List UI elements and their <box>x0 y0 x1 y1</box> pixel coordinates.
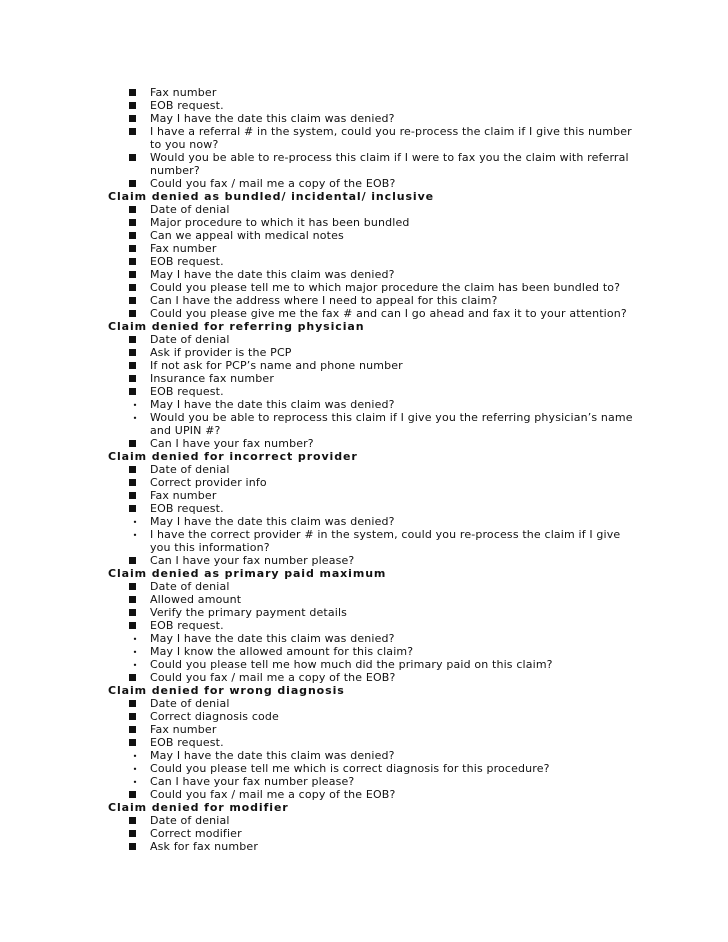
list-item-text: Fax number <box>150 242 217 255</box>
list-item-text: Major procedure to which it has been bundled <box>150 216 410 229</box>
square-bullet-icon <box>129 596 136 603</box>
list-item-text: Correct modifier <box>150 827 242 840</box>
list-item <box>108 86 708 99</box>
list-item-text: Can I have your fax number please? <box>150 775 355 788</box>
list-item <box>108 112 708 125</box>
list-item <box>108 814 708 827</box>
list-item-text: to you now? <box>150 138 219 151</box>
list-item-continuation <box>108 138 708 151</box>
section-heading: Claim denied as bundled/ incidental/ inclusive <box>108 190 435 203</box>
list-item <box>108 554 708 567</box>
section-heading: Claim denied for wrong diagnosis <box>108 684 345 697</box>
square-bullet-icon <box>129 362 136 369</box>
list-item-text: EOB request. <box>150 385 224 398</box>
list-item <box>108 177 708 190</box>
list-item-text: I have a referral # in the system, could you re-process the claim if I give this number <box>150 125 632 138</box>
list-item <box>108 840 708 853</box>
list-item <box>108 125 708 138</box>
list-item <box>108 203 708 216</box>
dot-bullet-icon: • <box>132 661 138 670</box>
dot-bullet-icon: • <box>132 531 138 540</box>
list-item-text: Could you please tell me which is correct diagnosis for this procedure? <box>150 762 550 775</box>
square-bullet-icon <box>129 609 136 616</box>
square-bullet-icon <box>129 271 136 278</box>
square-bullet-icon <box>129 479 136 486</box>
list-item-text: Insurance fax number <box>150 372 275 385</box>
list-item-text: Fax number <box>150 723 217 736</box>
square-bullet-icon <box>129 583 136 590</box>
list-item-text: Fax number <box>150 489 217 502</box>
list-item <box>108 827 708 840</box>
list-item <box>108 593 708 606</box>
square-bullet-icon <box>129 115 136 122</box>
list-item-text: Date of denial <box>150 333 230 346</box>
list-item-text: Can I have the address where I need to appeal for this claim? <box>150 294 498 307</box>
square-bullet-icon <box>129 440 136 447</box>
list-item-text: May I have the date this claim was denied? <box>150 268 395 281</box>
dot-bullet-icon: • <box>132 778 138 787</box>
list-item <box>108 697 708 710</box>
dot-bullet-icon: • <box>132 414 138 423</box>
list-item-text: Can I have your fax number? <box>150 437 314 450</box>
dot-bullet-icon: • <box>132 648 138 657</box>
list-item <box>108 333 708 346</box>
square-bullet-icon <box>129 310 136 317</box>
list-item-text: If not ask for PCP’s name and phone number <box>150 359 403 372</box>
list-item <box>108 411 708 424</box>
list-item-text: May I have the date this claim was denied? <box>150 112 395 125</box>
list-item-text: Date of denial <box>150 697 230 710</box>
square-bullet-icon <box>129 791 136 798</box>
list-item-text: and UPIN #? <box>150 424 221 437</box>
square-bullet-icon <box>129 674 136 681</box>
list-item-text: Ask for fax number <box>150 840 258 853</box>
list-item-text: Correct provider info <box>150 476 267 489</box>
list-item <box>108 307 708 320</box>
list-item <box>108 294 708 307</box>
list-item <box>108 619 708 632</box>
square-bullet-icon <box>129 180 136 187</box>
section-heading: Claim denied for modifier <box>108 801 289 814</box>
list-item <box>108 437 708 450</box>
list-item <box>108 658 708 671</box>
list-item-text: May I have the date this claim was denied? <box>150 398 395 411</box>
list-item <box>108 749 708 762</box>
list-item <box>108 268 708 281</box>
square-bullet-icon <box>129 622 136 629</box>
list-item <box>108 385 708 398</box>
dot-bullet-icon: • <box>132 518 138 527</box>
list-item-text: May I have the date this claim was denied? <box>150 515 395 528</box>
list-item-text: Date of denial <box>150 814 230 827</box>
list-item <box>108 255 708 268</box>
list-item-text: Fax number <box>150 86 217 99</box>
list-item <box>108 346 708 359</box>
list-item-text: Verify the primary payment details <box>150 606 348 619</box>
list-item-text: Can I have your fax number please? <box>150 554 355 567</box>
list-item-text: Correct diagnosis code <box>150 710 279 723</box>
square-bullet-icon <box>129 466 136 473</box>
list-item-text: Could you please tell me to which major procedure the claim has been bundled to? <box>150 281 621 294</box>
list-item <box>108 528 708 541</box>
list-item-text: Date of denial <box>150 203 230 216</box>
square-bullet-icon <box>129 726 136 733</box>
square-bullet-icon <box>129 817 136 824</box>
list-item-continuation <box>108 424 708 437</box>
list-item-text: EOB request. <box>150 502 224 515</box>
square-bullet-icon <box>129 258 136 265</box>
square-bullet-icon <box>129 128 136 135</box>
square-bullet-icon <box>129 349 136 356</box>
list-item-text: Could you fax / mail me a copy of the EOB? <box>150 671 396 684</box>
list-item <box>108 242 708 255</box>
list-item <box>108 515 708 528</box>
list-item-text: May I know the allowed amount for this claim? <box>150 645 414 658</box>
list-item-text: Date of denial <box>150 580 230 593</box>
document-body <box>108 86 708 853</box>
square-bullet-icon <box>129 89 136 96</box>
list-item <box>108 229 708 242</box>
list-item <box>108 632 708 645</box>
list-item-text: Could you fax / mail me a copy of the EOB? <box>150 177 396 190</box>
section-heading: Claim denied for incorrect provider <box>108 450 358 463</box>
list-item-text: I have the correct provider # in the system, could you re-process the claim if I give <box>150 528 621 541</box>
square-bullet-icon <box>129 700 136 707</box>
list-item <box>108 723 708 736</box>
dot-bullet-icon: • <box>132 401 138 410</box>
square-bullet-icon <box>129 245 136 252</box>
dot-bullet-icon: • <box>132 635 138 644</box>
list-item <box>108 710 708 723</box>
list-item <box>108 788 708 801</box>
section-heading: Claim denied for referring physician <box>108 320 365 333</box>
square-bullet-icon <box>129 843 136 850</box>
square-bullet-icon <box>129 154 136 161</box>
square-bullet-icon <box>129 505 136 512</box>
dot-bullet-icon: • <box>132 752 138 761</box>
list-item <box>108 216 708 229</box>
square-bullet-icon <box>129 102 136 109</box>
square-bullet-icon <box>129 492 136 499</box>
square-bullet-icon <box>129 206 136 213</box>
list-item <box>108 359 708 372</box>
list-item-continuation <box>108 164 708 177</box>
list-item-text: you this information? <box>150 541 270 554</box>
list-item <box>108 502 708 515</box>
list-item <box>108 775 708 788</box>
list-item <box>108 372 708 385</box>
list-item <box>108 398 708 411</box>
list-item <box>108 151 708 164</box>
square-bullet-icon <box>129 336 136 343</box>
list-item <box>108 736 708 749</box>
list-item <box>108 476 708 489</box>
list-item-text: May I have the date this claim was denied? <box>150 632 395 645</box>
list-item-text: Ask if provider is the PCP <box>150 346 292 359</box>
square-bullet-icon <box>129 232 136 239</box>
list-item-text: May I have the date this claim was denied? <box>150 749 395 762</box>
list-item <box>108 463 708 476</box>
square-bullet-icon <box>129 830 136 837</box>
list-item-text: Would you be able to reprocess this claim if I give you the referring physician’s name <box>150 411 633 424</box>
square-bullet-icon <box>129 375 136 382</box>
list-item-text: Could you fax / mail me a copy of the EOB? <box>150 788 396 801</box>
list-item-text: Can we appeal with medical notes <box>150 229 344 242</box>
list-item <box>108 762 708 775</box>
list-item <box>108 99 708 112</box>
list-item-text: EOB request. <box>150 255 224 268</box>
list-item-text: EOB request. <box>150 99 224 112</box>
list-item-text: EOB request. <box>150 619 224 632</box>
square-bullet-icon <box>129 297 136 304</box>
list-item-continuation <box>108 541 708 554</box>
list-item <box>108 606 708 619</box>
section-heading: Claim denied as primary paid maximum <box>108 567 387 580</box>
list-item-text: Could you please tell me how much did the primary paid on this claim? <box>150 658 553 671</box>
square-bullet-icon <box>129 739 136 746</box>
list-item-text: number? <box>150 164 200 177</box>
square-bullet-icon <box>129 284 136 291</box>
list-item <box>108 489 708 502</box>
dot-bullet-icon: • <box>132 765 138 774</box>
list-item <box>108 645 708 658</box>
list-item-text: Date of denial <box>150 463 230 476</box>
square-bullet-icon <box>129 557 136 564</box>
list-item-text: Could you please give me the fax # and can I go ahead and fax it to your attention? <box>150 307 627 320</box>
list-item-text: Allowed amount <box>150 593 242 606</box>
list-item <box>108 580 708 593</box>
list-item-text: Would you be able to re-process this claim if I were to fax you the claim with referral <box>150 151 629 164</box>
square-bullet-icon <box>129 219 136 226</box>
list-item <box>108 671 708 684</box>
square-bullet-icon <box>129 713 136 720</box>
list-item-text: EOB request. <box>150 736 224 749</box>
list-item <box>108 281 708 294</box>
square-bullet-icon <box>129 388 136 395</box>
